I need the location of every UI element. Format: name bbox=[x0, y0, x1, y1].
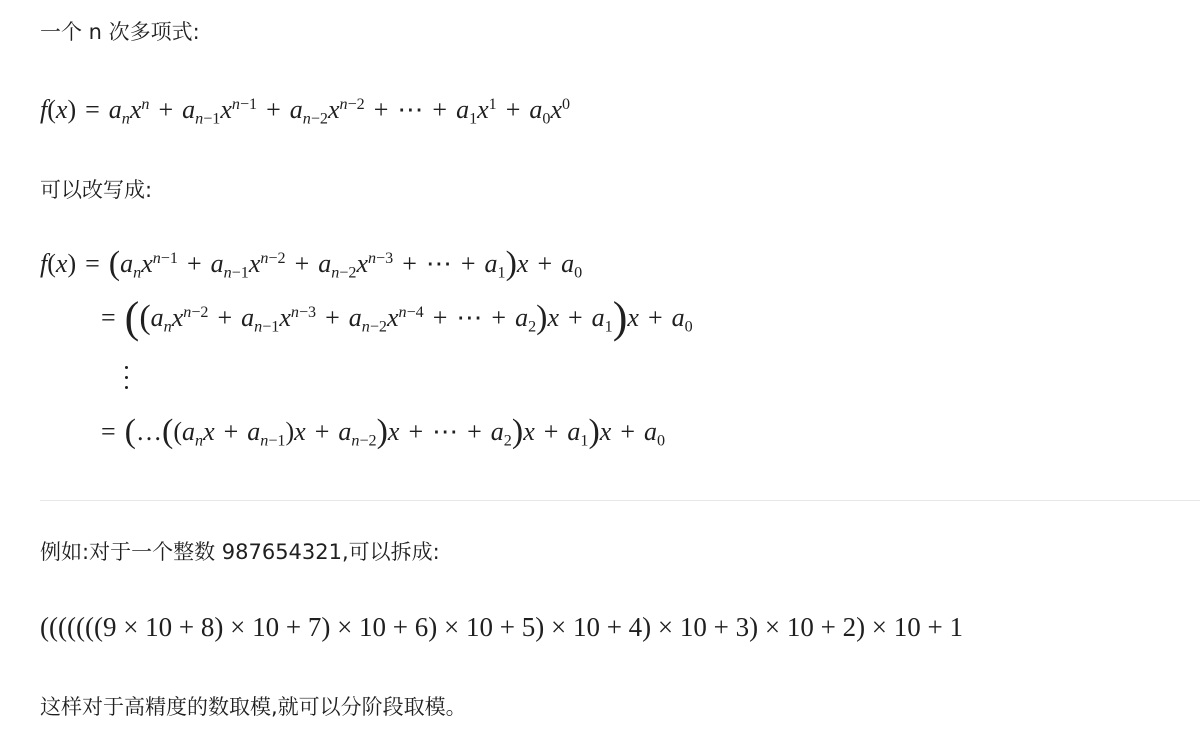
horner-line-1: $f(x) = (a_nx^{n-1} + a_{n-1}x^{n-2} + a_{n-2}x^{n-3}$ + ⋯ + $a_1)x + a_0$ bbox=[40, 245, 583, 282]
vertical-ellipsis bbox=[122, 366, 132, 396]
polynomial-formula: $f(x) = a_nx^n + a_{n-1}x^{n-1} + a_{n-2}x^{n-2}$ + ⋯ + $a_1x^1 + a_0x^0$ bbox=[40, 95, 571, 128]
section-divider bbox=[40, 500, 1200, 501]
example-expression: (((((((9 × 10 + 8) × 10 + 7) × 10 + 6) × 10 + 5) × 10 + 4) × 10 + 3) × 10 + 2) × 10 + 1 bbox=[40, 612, 964, 642]
horner-line-2: = (($a_nx^{n-2} + a_{n-1}x^{n-3} + a_{n-2}x^{n-4}$ + ⋯ + $a_2)x + a_1)x + a_0$ bbox=[101, 293, 693, 342]
conclusion-paragraph: 这样对于高精度的数取模,就可以分阶段取模。 bbox=[40, 695, 467, 719]
horner-line-3: = ($\dots((a_nx + a_{n-1})x + a_{n-2})x$ + ⋯ + $a_2)x + a_1)x + a_0$ bbox=[101, 413, 666, 450]
intro-paragraph: 一个 n 次多项式: bbox=[40, 20, 200, 44]
rewrite-paragraph: 可以改写成: bbox=[40, 178, 153, 202]
example-paragraph: 例如:对于一个整数 987654321,可以拆成: bbox=[40, 540, 440, 564]
